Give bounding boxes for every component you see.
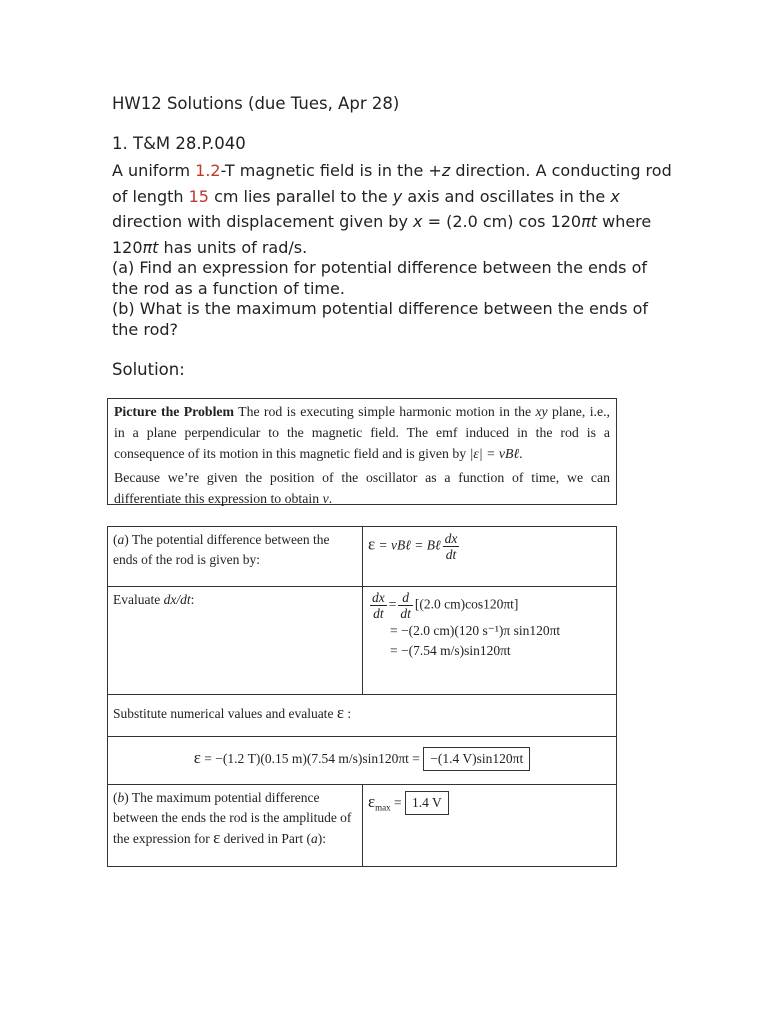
answer-b-box: 1.4 V <box>405 791 449 815</box>
page-title: HW12 Solutions (due Tues, Apr 28) <box>112 94 400 113</box>
substitute-emf-symbol: ε <box>336 703 344 722</box>
step-b-label: (b) The maximum potential difference between the ends the rod is the amplitude of the expression for ε derived in Part (a): <box>108 785 363 867</box>
units-text: has units of rad/s. <box>163 237 308 257</box>
substitute-end: : <box>347 706 352 721</box>
evaluate-suffix: : <box>190 592 195 607</box>
length-suffix: cm lies parallel to the <box>214 186 388 206</box>
step-row-evaluate <box>108 587 617 695</box>
equation-text: = (2.0 cm) cos 120 <box>427 212 582 231</box>
z-axis: z <box>441 161 451 180</box>
step-result <box>108 737 617 785</box>
pi-t: πt <box>581 212 598 231</box>
step-a-label: (a) The potential difference between the ends of the rod is given by: <box>108 527 363 587</box>
evaluate-line-3: = −(7.54 m/s)sin120πt <box>390 643 511 658</box>
intro-text: A uniform <box>112 161 191 180</box>
rod-length: 15 <box>188 186 209 206</box>
picture-text-3: Because we’re given the position of the oscillator as a function of time, we can differentiate this expression to obtain <box>114 470 610 506</box>
problem-parts <box>112 258 672 340</box>
substitute-text: Substitute numerical values and evaluate <box>113 706 334 721</box>
step-b-math <box>363 785 617 867</box>
y-axis: y <box>392 186 403 206</box>
evaluate-line-2: = −(2.0 cm)(120 s⁻¹)π sin120πt <box>390 623 561 638</box>
solution-heading: Solution: <box>112 360 185 379</box>
frac2-den: dt <box>400 606 411 621</box>
emf-symbol: ε <box>368 534 376 554</box>
max-equals: = <box>394 795 402 810</box>
step-b-emf-symbol: ε <box>213 828 221 847</box>
step-row-result <box>108 737 617 785</box>
result-equation: = −(1.2 T)(0.15 m)(7.54 m/s)sin120πt = <box>204 751 420 766</box>
direction-text: direction. A conducting rod of length <box>112 161 672 206</box>
frac-den: dt <box>445 547 457 562</box>
evaluate-line-1-rest: [(2.0 cm)cos120πt] <box>414 596 519 612</box>
step-evaluate-label <box>108 587 363 695</box>
x-axis: x <box>610 186 620 206</box>
picture-text-2: plane, i.e., in a plane perpendicular to the magnetic field. The emf induced in the rod is a consequence of its motion in this magnetic field and is given by <box>114 404 611 461</box>
problem-heading: 1. T&M 28.P.040 <box>112 134 246 153</box>
frac2-num: d <box>398 590 413 606</box>
result-emf-symbol: ε <box>193 748 201 767</box>
frac-num: dx <box>444 531 458 546</box>
units-pi-t: πt <box>142 237 159 257</box>
step-b-part: b <box>117 790 125 805</box>
step-row-substitute <box>108 695 617 737</box>
step-row-a <box>108 527 617 587</box>
step-b-close: ): <box>317 831 326 846</box>
picture-label: Picture the Problem <box>114 404 235 419</box>
field-value: 1.2 <box>195 161 221 180</box>
emf-formula: |ε| = vBℓ <box>469 446 520 461</box>
picture-the-problem-box <box>107 398 617 505</box>
step-a-math <box>363 527 617 587</box>
evaluate-prefix: Evaluate <box>113 592 161 607</box>
axis-text: axis and oscillates in the <box>407 186 606 206</box>
solution-steps-table <box>107 526 617 867</box>
step-row-b <box>108 785 617 867</box>
picture-paragraph-2 <box>114 467 610 509</box>
plane-var: xy <box>535 404 548 419</box>
d-dt-frac-2 <box>398 590 413 621</box>
dx-dt-frac-1 <box>370 590 387 621</box>
step-b-end: derived in Part ( <box>223 831 311 846</box>
answer-a-box: −(1.4 V)sin120πt <box>423 747 530 771</box>
picture-text-3-end: . <box>328 491 333 506</box>
units-prefix: where 120 <box>112 212 652 257</box>
evaluate-var: dx/dt <box>163 592 191 607</box>
step-a-equation: = vBℓ = Bℓ <box>378 537 441 553</box>
field-suffix: -T magnetic field is in the + <box>220 161 442 180</box>
obtain-var: v <box>322 491 329 506</box>
step-a-text: The potential difference between the ends of the rod is given by: <box>113 532 330 567</box>
dx-dt-fraction <box>443 531 460 562</box>
evaluate-line-1: $\frac{dx}{dt}$ = $\frac{d}{dt}$ [(2.0 cm)cos120πt] <box>372 590 519 621</box>
frac1-num: dx <box>372 590 385 605</box>
x-equation-var: x <box>413 212 423 231</box>
step-b-ref-part: a <box>310 831 318 846</box>
problem-statement <box>112 158 672 260</box>
part-a-question: (a) Find an expression for potential difference between the ends of the rod as a function of time. <box>112 258 648 298</box>
frac1-den: dt <box>373 606 384 621</box>
part-b-question: (b) What is the maximum potential difference between the ends of the rod? <box>112 299 649 339</box>
displacement-text: direction with displacement given by <box>112 212 408 231</box>
step-substitute-label <box>108 695 617 737</box>
max-subscript: max <box>375 802 391 813</box>
max-emf-symbol: ε <box>368 792 376 811</box>
step-a-part: a <box>117 532 125 547</box>
picture-paragraph-1: Picture the Problem The rod is executing simple harmonic motion in the xy plane, i.e., in a plane perpendicular to the magnetic field. The emf induced in the rod is a consequence of its motion in this magnetic field and is given by |ε| = vBℓ. <box>114 404 611 461</box>
step-b-text: The maximum potential difference between the ends the rod is the amplitude of the expression for <box>113 790 352 846</box>
picture-text-1: The rod is executing simple harmonic motion in the <box>238 404 532 419</box>
step-evaluate-math <box>363 587 617 695</box>
